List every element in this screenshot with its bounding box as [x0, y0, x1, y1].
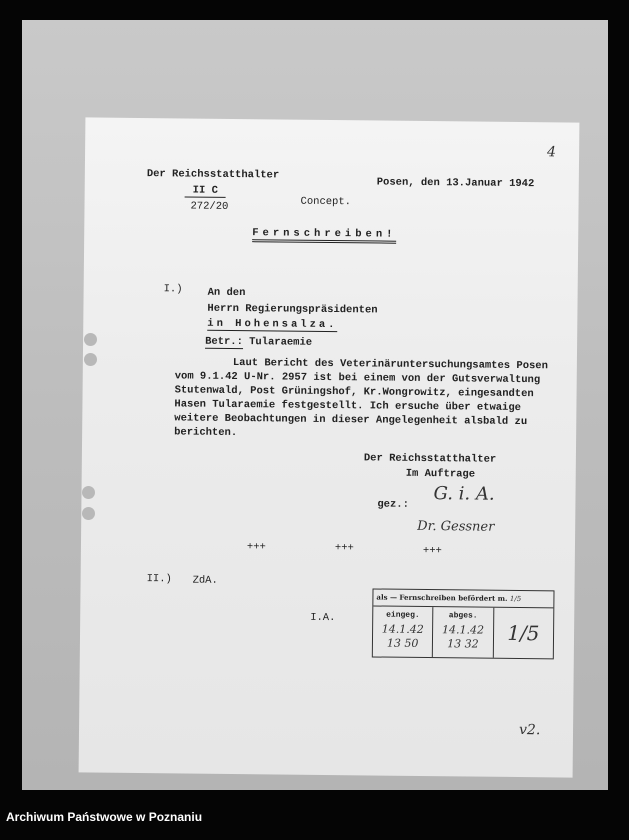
- signed-label: gez.:: [377, 498, 409, 511]
- sender: Der Reichsstatthalter: [146, 168, 280, 182]
- signature-line: Im Auftrage: [405, 467, 476, 481]
- section-2-text: ZdA.: [192, 574, 218, 587]
- film-frame: [22, 20, 608, 790]
- date: Posen, den 13.Januar 1942: [376, 176, 535, 191]
- separator: +++: [334, 542, 354, 555]
- section-1-label: I.): [163, 283, 183, 296]
- body-line: Hasen Tularaemie festgestellt. Ich ersuche über etwaige: [174, 398, 522, 415]
- body-line: Stutenwald, Post Grüningshof, Kr.Wongrowitz, eingesandten: [174, 384, 534, 401]
- stamp-received: eingeg. 14.1.42 13 50: [373, 606, 434, 657]
- separator: +++: [422, 544, 442, 558]
- handwritten-name: Dr. Gessner: [417, 518, 495, 535]
- stamp-initials: 1/5: [507, 620, 540, 646]
- page-number: 4: [547, 144, 557, 161]
- department: II C: [185, 184, 226, 197]
- punch-hole: [82, 507, 95, 520]
- telex-stamp: [372, 588, 555, 659]
- document-title: Fernschreiben!: [252, 227, 396, 244]
- body-line: weitere Beobachtungen in dieser Angelegenheit alsbald zu: [174, 412, 528, 429]
- punch-hole: [84, 353, 97, 366]
- stamp-header: als — Fernschreiben befördert m. 1/5: [373, 589, 553, 608]
- corner-mark: v2.: [518, 722, 541, 739]
- address-line: in Hohensalza.: [207, 317, 338, 332]
- ia-label: I.A.: [310, 611, 336, 625]
- signature-line: Der Reichsstatthalter: [363, 452, 497, 466]
- body-line: berichten.: [174, 426, 238, 440]
- body-line: vom 9.1.42 U-Nr. 2957 ist bei einem von der Gutsverwaltung: [174, 370, 541, 387]
- section-2-label: II.): [146, 573, 172, 586]
- handwritten-initials: G. i. A.: [433, 483, 495, 505]
- address-line: An den: [207, 286, 246, 300]
- reference: 272/20: [190, 200, 229, 213]
- stamp-sent: abges. 14.1.42 13 32: [433, 607, 494, 658]
- draft-label: Concept.: [300, 195, 352, 209]
- subject: Tularaemie: [249, 336, 313, 349]
- punch-hole: [82, 486, 95, 499]
- punch-hole: [84, 333, 97, 346]
- document-page: [79, 117, 580, 777]
- body-line: Laut Bericht des Veterinäruntersuchungsamtes Posen: [232, 356, 548, 373]
- archive-caption: Archiwum Państwowe w Poznaniu: [6, 810, 203, 824]
- separator: +++: [246, 541, 266, 554]
- subject-label: Betr.:: [205, 335, 243, 349]
- address-line: Herrn Regierungspräsidenten: [207, 302, 378, 317]
